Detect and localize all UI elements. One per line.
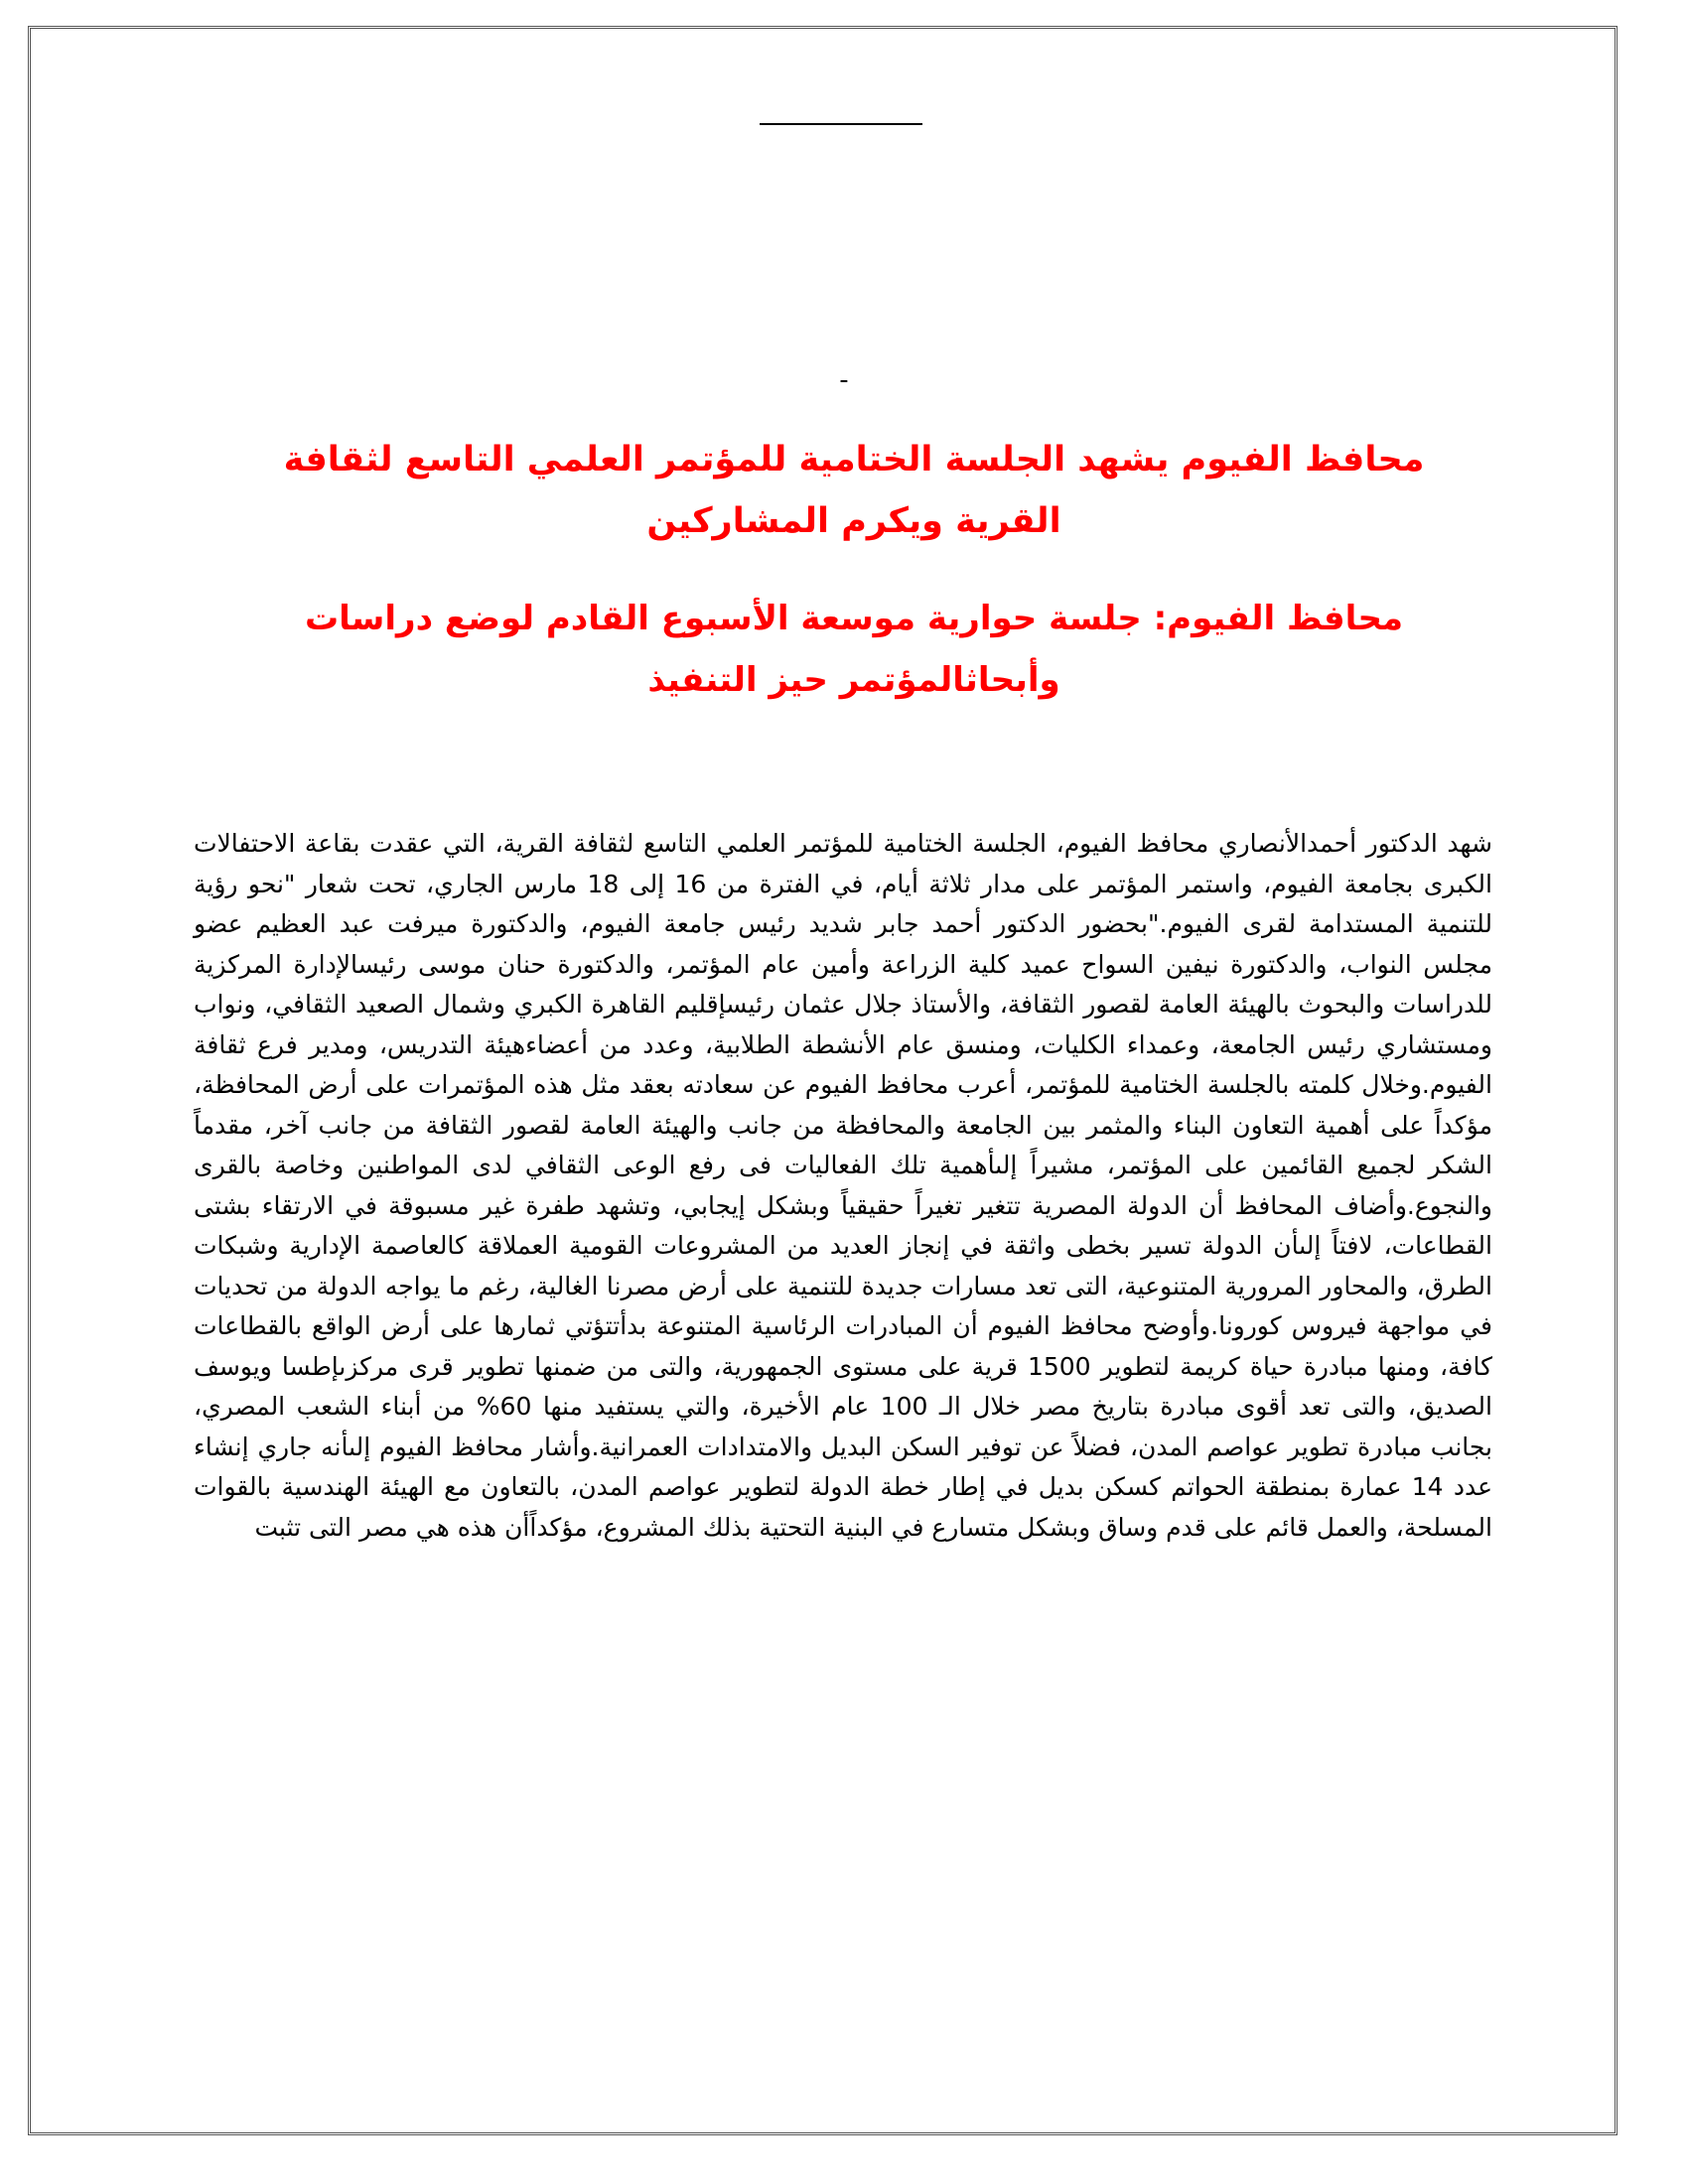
- article-body: شهد الدكتور أحمدالأنصاري محافظ الفيوم، الجلسة الختامية للمؤتمر العلمي التاسع لثقافة القرية، التي عقدت بقاعة الاحتفالات الكبرى بجامعة الفيوم، واستمر المؤتمر على مدار ثلاثة أيام، في الفترة من 16 إلى 18 مارس الجاري، تحت شعار "نحو رؤية للتنمية المستدامة لقرى الفيوم."بحضور الدكتور أحمد جابر شديد رئيس جامعة الفيوم، والدكتورة ميرفت عبد العظيم عضو مجلس النواب، والدكتورة نيفين السواح عميد كلية الزراعة وأمين عام المؤتمر، والدكتورة حنان موسى رئيسالإدارة المركزية للدراسات والبحوث بالهيئة العامة لقصور الثقافة، والأستاذ جلال عثمان رئيسإقليم القاهرة الكبري وشمال الصعيد الثقافي، ونواب ومستشاري رئيس الجامعة، وعمداء الكليات، ومنسق عام الأنشطة الطلابية، وعدد من أعضاءهيئة التدريس، ومدير فرع ثقافة الفيوم.وخلال كلمته بالجلسة الختامية للمؤتمر، أعرب محافظ الفيوم عن سعادته بعقد مثل هذه المؤتمرات على أرض المحافظة، مؤكداً على أهمية التعاون البناء والمثمر بين الجامعة والمحافظة من جانب والهيئة العامة لقصور الثقافة من جانب آخر، مقدماً الشكر لجميع القائمين على المؤتمر، مشيراً إلىأهمية تلك الفعاليات فى رفع الوعى الثقافي لدى المواطنين وخاصة بالقرى والنجوع.وأضاف المحافظ أن الدولة المصرية تتغير تغيراً حقيقياً وبشكل إيجابي، وتشهد طفرة غير مسبوقة في الارتقاء بشتى القطاعات، لافتاً إلىأن الدولة تسير بخطى واثقة في إنجاز العديد من المشروعات القومية العملاقة كالعاصمة الإدارية وشبكات الطرق، والمحاور المرورية المتنوعية، التى تعد مسارات جديدة للتنمية على أرض مصرنا الغالية، رغم ما يواجه الدولة من تحديات في مواجهة فيروس كورونا.وأوضح محافظ الفيوم أن المبادرات الرئاسية المتنوعة بدأتتؤتي ثمارها على أرض الواقع بالقطاعات كافة، ومنها مبادرة حياة كريمة لتطوير 1500 قرية على مستوى الجمهورية، والتى من ضمنها تطوير قرى مركزىإطسا ويوسف الصديق، والتى تعد أقوى مبادرة بتاريخ مصر خلال الـ 100 عام الأخيرة، والتي يستفيد منها 60% من أبناء الشعب المصري، بجانب مبادرة تطوير عواصم المدن، فضلاً عن توفير السكن البديل والامتدادات العمرانية.وأشار محافظ الفيوم إلىأنه جاري إنشاء عدد 14 عمارة بمنطقة الحواتم كسكن بديل في إطار خطة الدولة لتطوير عواصم المدن، بالتعاون مع الهيئة الهندسية بالقوات المسلحة، والعمل قائم على قدم وساق وبشكل متسارع في البنية التحتية بذلك المشروع، مؤكداًأن هذه هي مصر التى تثبت: [194, 829, 1492, 1542]
- sub-headline: محافظ الفيوم: جلسة حوارية موسعة الأسبوع القادم لوضع دراسات وأبحاثالمؤتمر حيز التنفيذ: [305, 599, 1403, 700]
- dash-marker: -: [839, 365, 849, 395]
- main-headline: محافظ الفيوم يشهد الجلسة الختامية للمؤتمر العلمي التاسع لثقافة القرية ويكرم المشاركين: [283, 440, 1425, 541]
- top-horizontal-rule: [760, 123, 922, 125]
